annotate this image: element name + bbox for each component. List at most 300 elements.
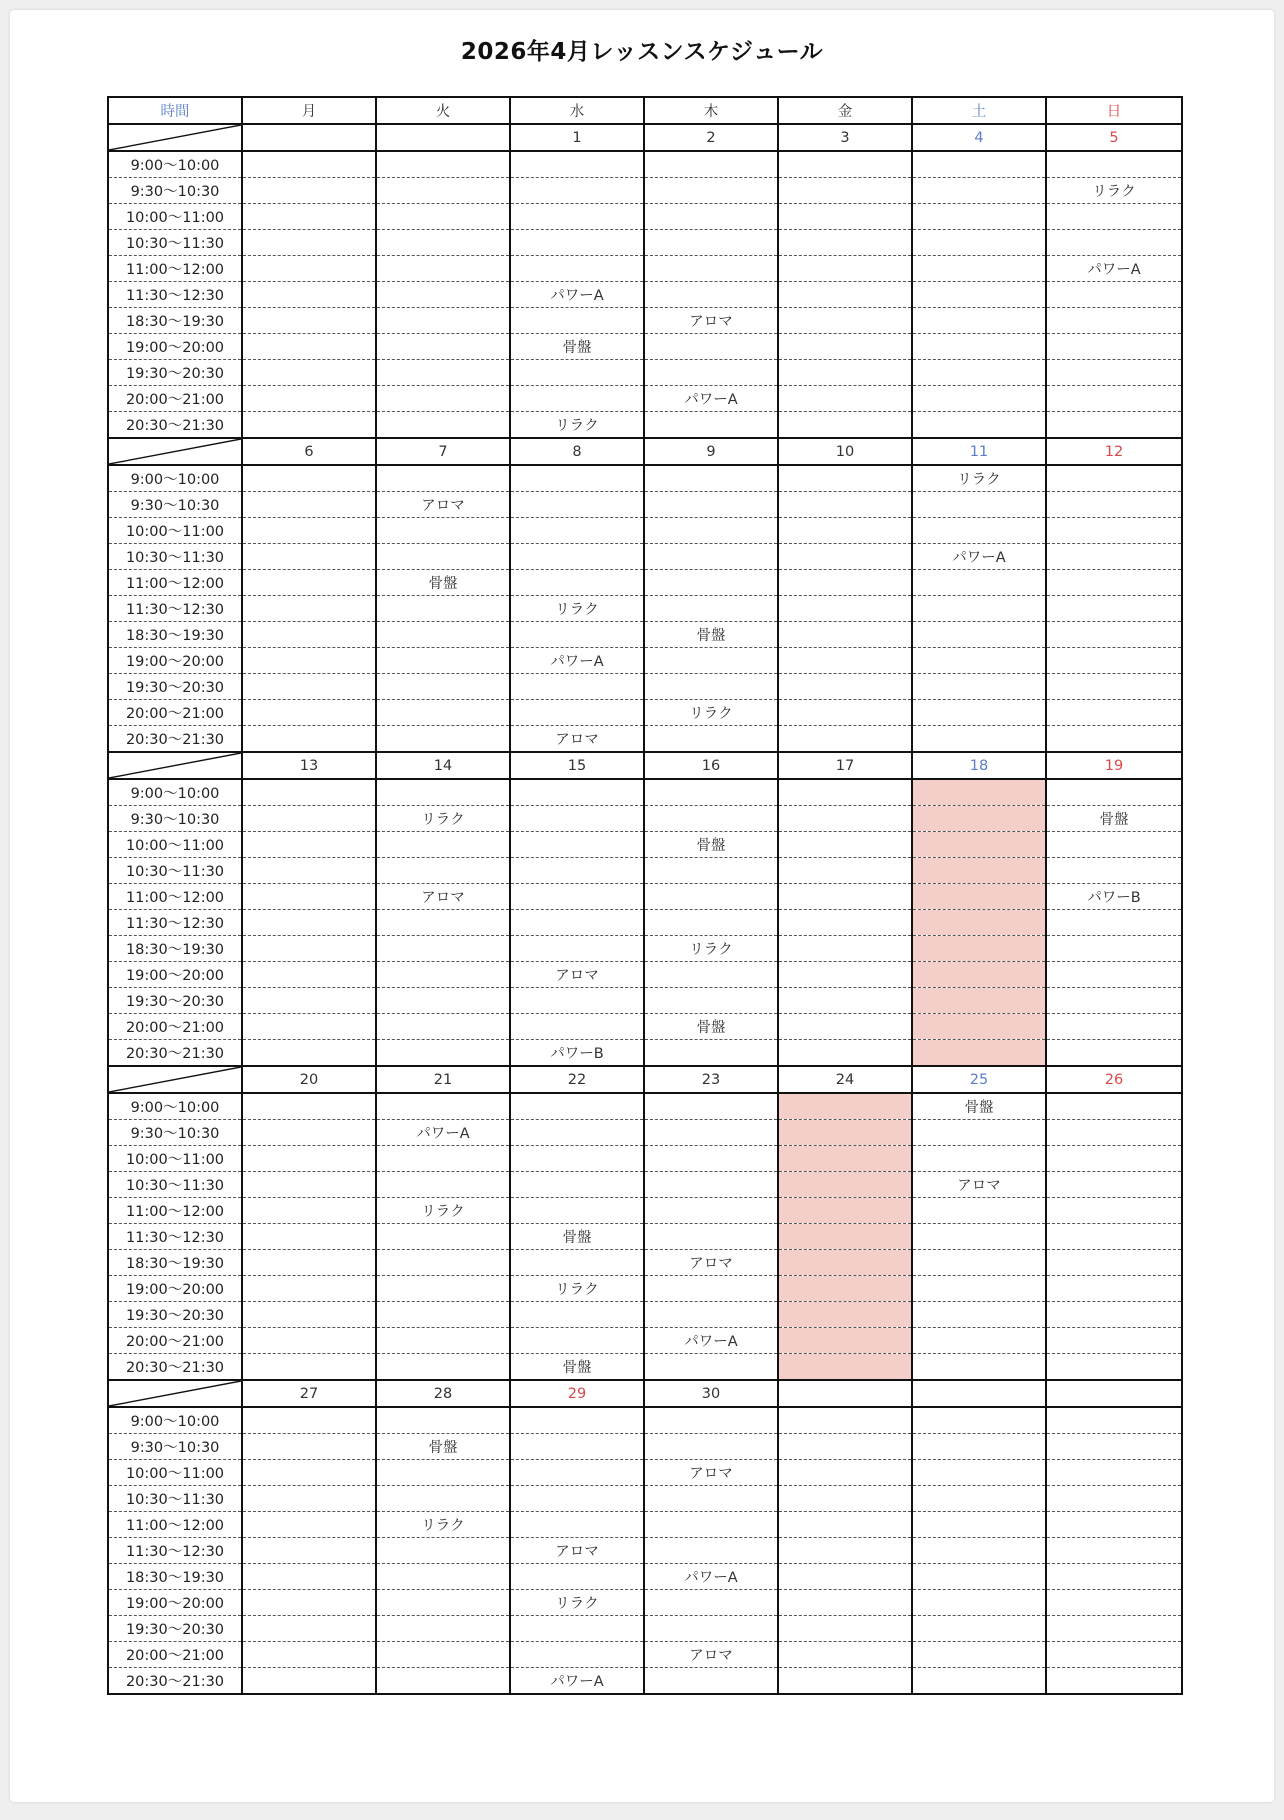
lesson-cell-sat (912, 1460, 1046, 1486)
lesson-cell-sat (912, 1276, 1046, 1302)
lesson-cell-thu (644, 178, 778, 204)
lesson-cell-sat (912, 282, 1046, 308)
lesson-cell-mon (242, 1328, 376, 1354)
lesson-cell-mon (242, 700, 376, 726)
time-slot-row (108, 1590, 1182, 1616)
lesson-cell-sun (1046, 544, 1182, 570)
lesson-cell-sun (1046, 858, 1182, 884)
lesson-cell-thu (644, 256, 778, 282)
lesson-cell-thu: パワーA (644, 386, 778, 412)
lesson-cell-fri (778, 1434, 912, 1460)
time-slot-row (108, 544, 1182, 570)
lesson-cell-mon (242, 1250, 376, 1276)
lesson-cell-thu (644, 1302, 778, 1328)
lesson-cell-tue (376, 936, 510, 962)
lesson-cell-fri (778, 334, 912, 360)
lesson-cell-sat (912, 204, 1046, 230)
lesson-cell-sun (1046, 1668, 1182, 1695)
time-slot-label: 10:00〜11:00 (108, 832, 242, 858)
lesson-cell-sat (912, 1564, 1046, 1590)
lesson-cell-wed (510, 779, 644, 806)
time-slot-label: 10:30〜11:30 (108, 1486, 242, 1512)
time-slot-row (108, 1486, 1182, 1512)
lesson-cell-mon (242, 806, 376, 832)
time-slot-label: 10:00〜11:00 (108, 204, 242, 230)
lesson-cell-wed (510, 1250, 644, 1276)
lesson-cell-tue (376, 648, 510, 674)
lesson-cell-sat (912, 1224, 1046, 1250)
time-slot-row (108, 151, 1182, 178)
lesson-cell-wed (510, 858, 644, 884)
lesson-cell-sun (1046, 1093, 1182, 1120)
lesson-cell-wed: 骨盤 (510, 1224, 644, 1250)
time-slot-row (108, 910, 1182, 936)
weekday-header-fri: 金 (778, 97, 912, 124)
lesson-cell-fri (778, 832, 912, 858)
lesson-cell-fri (778, 204, 912, 230)
lesson-cell-sun (1046, 1040, 1182, 1067)
time-slot-label: 19:30〜20:30 (108, 360, 242, 386)
lesson-cell-mon (242, 648, 376, 674)
lesson-cell-tue (376, 518, 510, 544)
lesson-cell-sun (1046, 1642, 1182, 1668)
closed-day-cell-sat (912, 988, 1046, 1014)
date-cell-wed: 22 (510, 1066, 644, 1093)
date-cell-sat: 11 (912, 438, 1046, 465)
lesson-cell-thu: アロマ (644, 1250, 778, 1276)
lesson-cell-mon (242, 1354, 376, 1381)
date-cell-thu: 23 (644, 1066, 778, 1093)
lesson-cell-tue (376, 1538, 510, 1564)
lesson-schedule-table (107, 96, 1183, 1695)
closed-day-cell-fri (778, 1224, 912, 1250)
time-slot-label: 11:30〜12:30 (108, 596, 242, 622)
lesson-cell-fri (778, 1486, 912, 1512)
time-slot-label: 9:00〜10:00 (108, 465, 242, 492)
lesson-cell-sat (912, 518, 1046, 544)
lesson-cell-mon (242, 544, 376, 570)
time-slot-row (108, 1224, 1182, 1250)
lesson-cell-thu (644, 910, 778, 936)
lesson-cell-tue (376, 1668, 510, 1695)
lesson-cell-wed (510, 1198, 644, 1224)
lesson-cell-fri (778, 596, 912, 622)
lesson-cell-sat (912, 256, 1046, 282)
lesson-cell-thu (644, 518, 778, 544)
closed-day-cell-fri (778, 1172, 912, 1198)
diagonal-corner-cell (108, 438, 242, 465)
lesson-cell-sat (912, 1512, 1046, 1538)
lesson-cell-fri (778, 570, 912, 596)
date-cell-thu: 16 (644, 752, 778, 779)
lesson-cell-sun (1046, 204, 1182, 230)
lesson-cell-mon (242, 1460, 376, 1486)
lesson-cell-mon (242, 1590, 376, 1616)
time-slot-label: 20:30〜21:30 (108, 1668, 242, 1695)
lesson-cell-fri (778, 544, 912, 570)
lesson-cell-tue (376, 386, 510, 412)
lesson-cell-thu: パワーA (644, 1328, 778, 1354)
lesson-cell-tue (376, 1014, 510, 1040)
lesson-cell-sun (1046, 988, 1182, 1014)
lesson-cell-mon (242, 1276, 376, 1302)
lesson-cell-mon (242, 308, 376, 334)
lesson-cell-tue (376, 544, 510, 570)
diagonal-corner-cell (108, 1066, 242, 1093)
lesson-cell-mon (242, 1486, 376, 1512)
time-slot-label: 19:30〜20:30 (108, 1302, 242, 1328)
time-slot-label: 19:30〜20:30 (108, 674, 242, 700)
time-slot-label: 18:30〜19:30 (108, 308, 242, 334)
lesson-cell-wed (510, 544, 644, 570)
lesson-cell-mon (242, 1512, 376, 1538)
lesson-cell-sat (912, 674, 1046, 700)
lesson-cell-thu (644, 726, 778, 753)
time-slot-label: 20:30〜21:30 (108, 1354, 242, 1381)
lesson-cell-tue (376, 1250, 510, 1276)
lesson-cell-fri (778, 884, 912, 910)
lesson-cell-wed (510, 230, 644, 256)
lesson-cell-thu (644, 596, 778, 622)
lesson-cell-tue (376, 726, 510, 753)
lesson-cell-tue (376, 1276, 510, 1302)
lesson-cell-thu (644, 1093, 778, 1120)
date-cell-mon: 20 (242, 1066, 376, 1093)
diagonal-slash-icon (109, 1067, 241, 1092)
time-slot-row (108, 858, 1182, 884)
closed-day-cell-fri (778, 1120, 912, 1146)
lesson-cell-wed (510, 1564, 644, 1590)
lesson-cell-sun: 骨盤 (1046, 806, 1182, 832)
lesson-cell-fri (778, 1460, 912, 1486)
lesson-cell-wed (510, 988, 644, 1014)
lesson-cell-thu (644, 1276, 778, 1302)
time-slot-label: 10:30〜11:30 (108, 858, 242, 884)
page-title: 2026年4月レッスンスケジュール (460, 39, 824, 65)
lesson-cell-mon (242, 151, 376, 178)
lesson-cell-thu: 骨盤 (644, 832, 778, 858)
lesson-cell-sun (1046, 465, 1182, 492)
lesson-cell-sat (912, 1146, 1046, 1172)
lesson-cell-fri (778, 230, 912, 256)
lesson-cell-wed (510, 492, 644, 518)
date-cell-sun: 12 (1046, 438, 1182, 465)
time-slot-row (108, 1564, 1182, 1590)
lesson-cell-thu (644, 1668, 778, 1695)
lesson-cell-mon (242, 1434, 376, 1460)
lesson-cell-thu: パワーA (644, 1564, 778, 1590)
lesson-cell-sat (912, 412, 1046, 439)
lesson-cell-wed (510, 674, 644, 700)
time-slot-label: 20:00〜21:00 (108, 386, 242, 412)
time-slot-row (108, 1407, 1182, 1434)
time-slot-label: 19:30〜20:30 (108, 988, 242, 1014)
time-slot-row (108, 1302, 1182, 1328)
lesson-cell-fri (778, 1590, 912, 1616)
lesson-cell-wed (510, 1486, 644, 1512)
date-cell-fri: 17 (778, 752, 912, 779)
lesson-cell-tue (376, 1354, 510, 1381)
closed-day-cell-fri (778, 1328, 912, 1354)
lesson-cell-wed (510, 1014, 644, 1040)
lesson-cell-sat (912, 1328, 1046, 1354)
lesson-cell-sat (912, 230, 1046, 256)
lesson-cell-sat (912, 386, 1046, 412)
time-slot-row (108, 1354, 1182, 1381)
lesson-cell-wed (510, 1120, 644, 1146)
time-slot-label: 20:00〜21:00 (108, 700, 242, 726)
lesson-cell-sun (1046, 412, 1182, 439)
lesson-cell-sun (1046, 622, 1182, 648)
time-slot-row (108, 386, 1182, 412)
lesson-cell-wed (510, 622, 644, 648)
lesson-cell-fri (778, 962, 912, 988)
lesson-cell-wed: パワーA (510, 282, 644, 308)
lesson-cell-tue: リラク (376, 1512, 510, 1538)
lesson-cell-sat (912, 1616, 1046, 1642)
time-slot-label: 18:30〜19:30 (108, 1250, 242, 1276)
date-cell-wed: 15 (510, 752, 644, 779)
time-slot-row (108, 1668, 1182, 1695)
date-cell-sun: 5 (1046, 124, 1182, 151)
lesson-cell-sat (912, 1538, 1046, 1564)
lesson-cell-fri (778, 412, 912, 439)
closed-day-cell-fri (778, 1354, 912, 1381)
lesson-cell-thu (644, 570, 778, 596)
time-slot-label: 19:00〜20:00 (108, 1276, 242, 1302)
lesson-cell-sat (912, 1302, 1046, 1328)
lesson-cell-thu (644, 962, 778, 988)
lesson-cell-wed (510, 1172, 644, 1198)
lesson-cell-wed (510, 256, 644, 282)
date-cell-mon: 27 (242, 1380, 376, 1407)
time-slot-row (108, 1616, 1182, 1642)
time-slot-label: 9:30〜10:30 (108, 492, 242, 518)
time-slot-label: 11:00〜12:00 (108, 256, 242, 282)
lesson-cell-sun (1046, 1172, 1182, 1198)
lesson-cell-fri (778, 910, 912, 936)
lesson-cell-fri (778, 282, 912, 308)
time-slot-row (108, 806, 1182, 832)
lesson-cell-thu (644, 1146, 778, 1172)
lesson-cell-sun (1046, 518, 1182, 544)
week-date-row (108, 1380, 1182, 1407)
lesson-cell-thu (644, 230, 778, 256)
lesson-cell-fri (778, 1616, 912, 1642)
lesson-cell-fri (778, 988, 912, 1014)
closed-day-cell-sat (912, 1014, 1046, 1040)
time-slot-label: 10:00〜11:00 (108, 1460, 242, 1486)
lesson-cell-sun (1046, 1146, 1182, 1172)
lesson-cell-sat (912, 622, 1046, 648)
lesson-cell-fri (778, 674, 912, 700)
time-slot-label: 19:30〜20:30 (108, 1616, 242, 1642)
lesson-cell-mon (242, 1014, 376, 1040)
lesson-cell-fri (778, 1668, 912, 1695)
date-cell-tue: 14 (376, 752, 510, 779)
lesson-cell-sun (1046, 700, 1182, 726)
lesson-cell-wed: リラク (510, 1590, 644, 1616)
time-slot-row (108, 988, 1182, 1014)
lesson-cell-wed (510, 308, 644, 334)
lesson-cell-sun (1046, 596, 1182, 622)
lesson-cell-tue (376, 832, 510, 858)
lesson-cell-sun (1046, 1198, 1182, 1224)
lesson-cell-mon (242, 884, 376, 910)
lesson-cell-fri (778, 858, 912, 884)
lesson-cell-fri (778, 779, 912, 806)
lesson-cell-mon (242, 622, 376, 648)
lesson-cell-tue (376, 1302, 510, 1328)
time-slot-label: 11:00〜12:00 (108, 884, 242, 910)
lesson-cell-tue (376, 1040, 510, 1067)
lesson-cell-mon (242, 596, 376, 622)
weekday-header-mon: 月 (242, 97, 376, 124)
time-slot-row (108, 412, 1182, 439)
lesson-cell-sat (912, 700, 1046, 726)
lesson-cell-mon (242, 1224, 376, 1250)
diagonal-slash-icon (109, 753, 241, 778)
lesson-cell-sat (912, 648, 1046, 674)
time-slot-row (108, 570, 1182, 596)
week-date-row (108, 124, 1182, 151)
lesson-cell-mon (242, 910, 376, 936)
lesson-cell-wed (510, 884, 644, 910)
lesson-cell-thu (644, 779, 778, 806)
closed-day-cell-sat (912, 910, 1046, 936)
lesson-cell-mon (242, 779, 376, 806)
time-slot-label: 18:30〜19:30 (108, 936, 242, 962)
time-slot-label: 19:00〜20:00 (108, 962, 242, 988)
time-slot-row (108, 726, 1182, 753)
lesson-cell-fri (778, 1407, 912, 1434)
time-slot-row (108, 832, 1182, 858)
lesson-cell-fri (778, 465, 912, 492)
lesson-cell-sun (1046, 282, 1182, 308)
lesson-cell-thu (644, 1172, 778, 1198)
lesson-cell-tue (376, 204, 510, 230)
lesson-cell-mon (242, 1146, 376, 1172)
lesson-cell-tue (376, 256, 510, 282)
lesson-cell-tue (376, 1642, 510, 1668)
time-slot-row (108, 1276, 1182, 1302)
lesson-cell-tue (376, 1590, 510, 1616)
lesson-cell-mon (242, 570, 376, 596)
lesson-cell-sun (1046, 1328, 1182, 1354)
diagonal-corner-cell (108, 752, 242, 779)
lesson-cell-sun (1046, 334, 1182, 360)
time-slot-label: 11:00〜12:00 (108, 1198, 242, 1224)
lesson-cell-tue (376, 282, 510, 308)
date-cell-mon: 13 (242, 752, 376, 779)
lesson-cell-sat (912, 334, 1046, 360)
lesson-cell-sun (1046, 936, 1182, 962)
lesson-cell-mon (242, 1302, 376, 1328)
time-slot-row (108, 1014, 1182, 1040)
lesson-cell-wed (510, 360, 644, 386)
weekday-header-sat: 土 (912, 97, 1046, 124)
lesson-cell-mon (242, 412, 376, 439)
lesson-cell-mon (242, 492, 376, 518)
closed-day-cell-sat (912, 858, 1046, 884)
lesson-cell-thu (644, 492, 778, 518)
lesson-cell-thu (644, 204, 778, 230)
time-slot-row (108, 1040, 1182, 1067)
closed-day-cell-sat (912, 884, 1046, 910)
lesson-cell-sat (912, 1486, 1046, 1512)
lesson-cell-mon (242, 726, 376, 753)
time-header: 時間 (108, 97, 242, 124)
lesson-cell-sat (912, 1198, 1046, 1224)
date-cell-mon (242, 124, 376, 151)
date-cell-sun (1046, 1380, 1182, 1407)
lesson-cell-thu: リラク (644, 936, 778, 962)
lesson-cell-wed (510, 1407, 644, 1434)
lesson-cell-wed (510, 832, 644, 858)
lesson-cell-sat (912, 178, 1046, 204)
lesson-cell-mon (242, 465, 376, 492)
lesson-cell-wed: パワーA (510, 648, 644, 674)
lesson-cell-fri (778, 518, 912, 544)
lesson-cell-fri (778, 726, 912, 753)
time-slot-label: 20:30〜21:30 (108, 412, 242, 439)
time-slot-label: 10:00〜11:00 (108, 1146, 242, 1172)
lesson-cell-thu (644, 884, 778, 910)
lesson-cell-thu (644, 1407, 778, 1434)
lesson-cell-wed: アロマ (510, 1538, 644, 1564)
lesson-cell-wed: パワーA (510, 1668, 644, 1695)
time-slot-label: 20:00〜21:00 (108, 1014, 242, 1040)
lesson-cell-sun (1046, 779, 1182, 806)
lesson-cell-mon (242, 1642, 376, 1668)
lesson-cell-sat: パワーA (912, 544, 1046, 570)
lesson-cell-thu (644, 1538, 778, 1564)
lesson-cell-mon (242, 1616, 376, 1642)
lesson-cell-tue (376, 1328, 510, 1354)
lesson-cell-sun (1046, 386, 1182, 412)
date-cell-sun: 19 (1046, 752, 1182, 779)
time-slot-label: 10:30〜11:30 (108, 544, 242, 570)
lesson-cell-sun (1046, 308, 1182, 334)
weekday-header-wed: 水 (510, 97, 644, 124)
date-cell-wed: 1 (510, 124, 644, 151)
week-date-row (108, 1066, 1182, 1093)
time-slot-label: 11:00〜12:00 (108, 1512, 242, 1538)
lesson-cell-mon (242, 1668, 376, 1695)
time-slot-row (108, 1198, 1182, 1224)
lesson-cell-sat (912, 360, 1046, 386)
date-cell-mon: 6 (242, 438, 376, 465)
lesson-cell-mon (242, 386, 376, 412)
lesson-cell-wed (510, 1434, 644, 1460)
lesson-cell-sun (1046, 1616, 1182, 1642)
time-slot-label: 9:30〜10:30 (108, 178, 242, 204)
time-slot-row (108, 962, 1182, 988)
lesson-cell-sun: リラク (1046, 178, 1182, 204)
lesson-cell-fri (778, 1040, 912, 1067)
lesson-cell-sun (1046, 492, 1182, 518)
time-slot-row (108, 936, 1182, 962)
lesson-cell-tue (376, 622, 510, 648)
lesson-cell-mon (242, 936, 376, 962)
lesson-cell-wed: アロマ (510, 726, 644, 753)
lesson-cell-thu (644, 282, 778, 308)
lesson-cell-tue (376, 308, 510, 334)
lesson-cell-tue (376, 1407, 510, 1434)
week-date-row (108, 438, 1182, 465)
lesson-cell-thu: 骨盤 (644, 1014, 778, 1040)
lesson-cell-fri (778, 360, 912, 386)
